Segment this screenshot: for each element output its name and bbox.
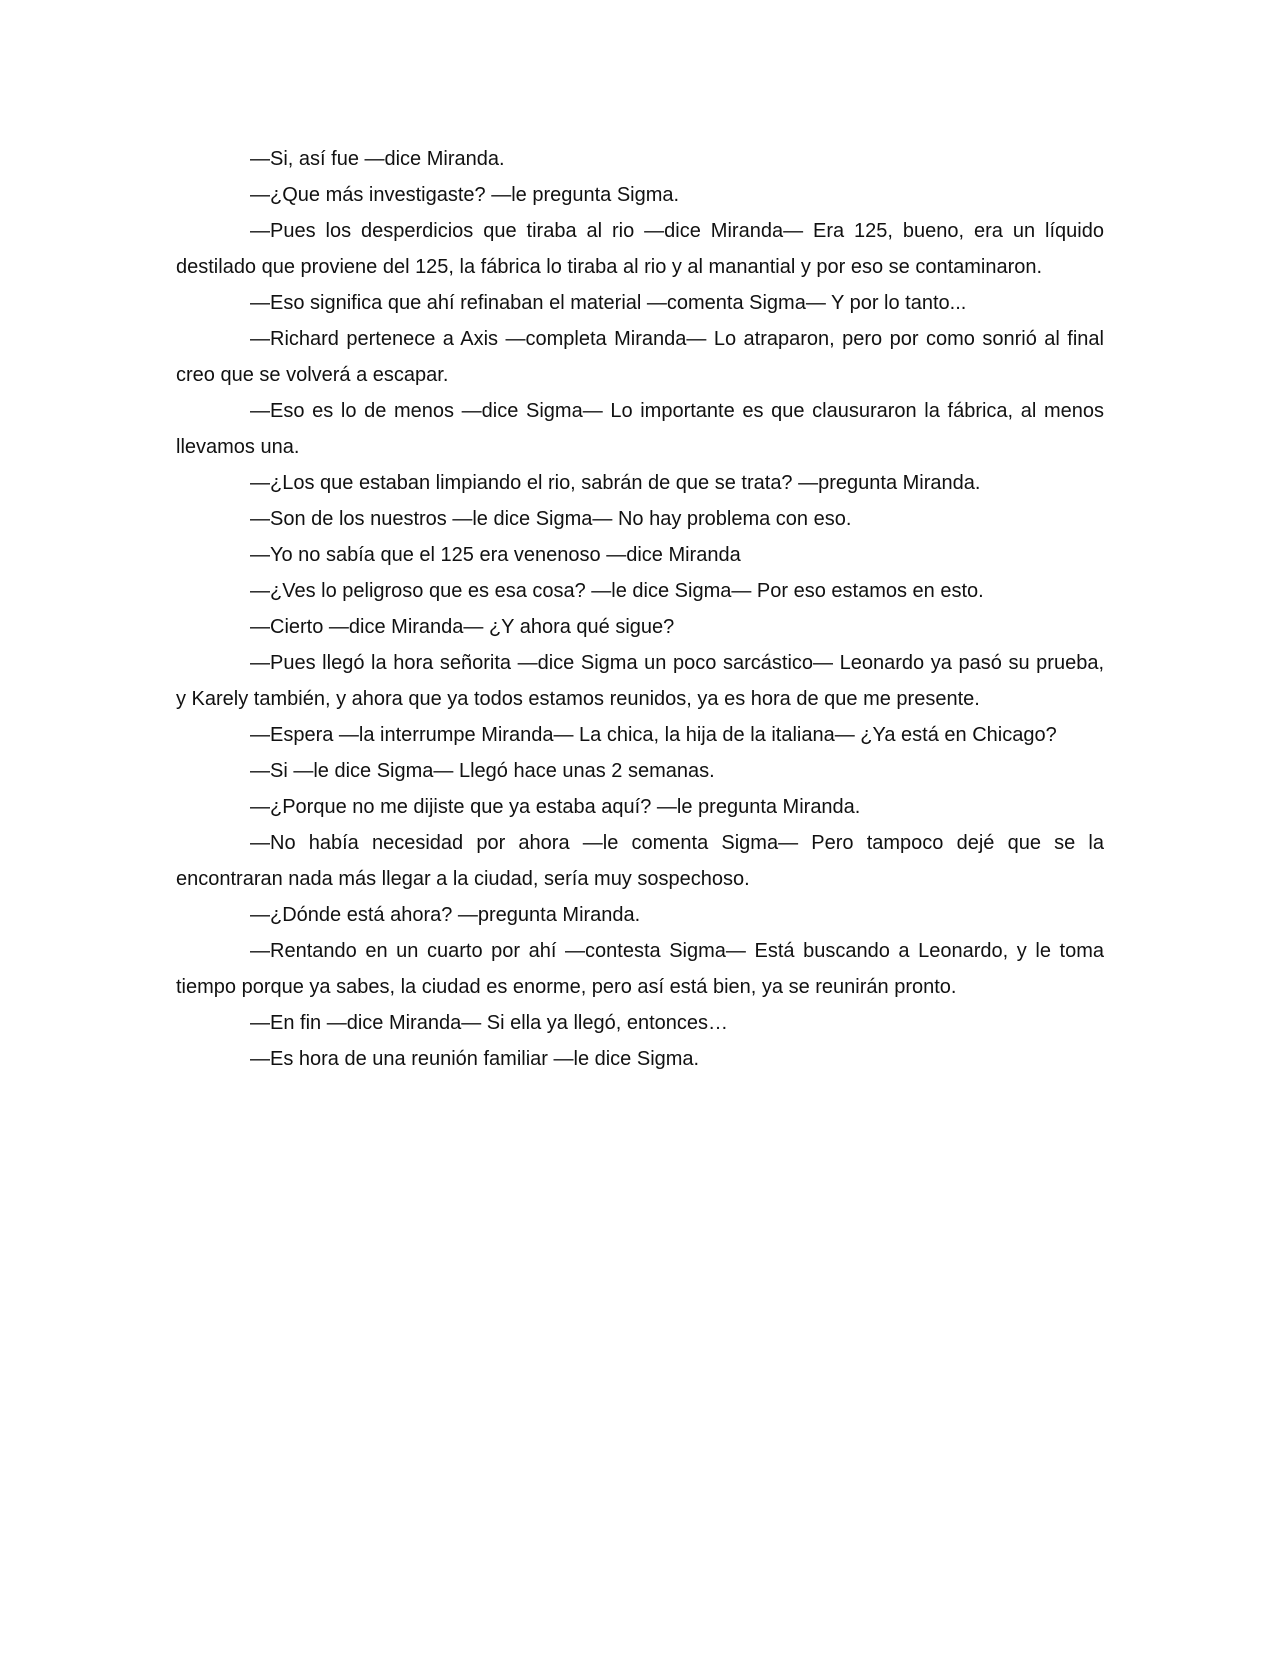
paragraph: —Richard pertenece a Axis —completa Miranda— Lo atraparon, pero por como sonrió al final creo que se volverá a escapar. — [176, 328, 1104, 386]
paragraph: —¿Dónde está ahora? —pregunta Miranda. — [250, 904, 641, 926]
paragraph: —Yo no sabía que el 125 era venenoso —dice Miranda — [250, 544, 741, 566]
paragraph: —Pues llegó la hora señorita —dice Sigma un poco sarcástico— Leonardo ya pasó su prueba, y Karely también, y ahora que ya todos estamos reunidos, ya es hora de que me presente. — [176, 652, 1104, 710]
paragraph: —Eso significa que ahí refinaban el material —comenta Sigma— Y por lo tanto... — [250, 292, 967, 314]
paragraph: —¿Ves lo peligroso que es esa cosa? —le dice Sigma— Por eso estamos en esto. — [250, 580, 984, 602]
text-body — [176, 141, 1104, 1077]
paragraph: —Son de los nuestros —le dice Sigma— No hay problema con eso. — [250, 508, 852, 530]
paragraph: —¿Que más investigaste? —le pregunta Sigma. — [250, 184, 680, 206]
paragraph: —Cierto —dice Miranda— ¿Y ahora qué sigue? — [250, 616, 675, 638]
paragraph: —Es hora de una reunión familiar —le dice Sigma. — [250, 1048, 700, 1070]
paragraph: —No había necesidad por ahora —le comenta Sigma— Pero tampoco dejé que se la encontraran nada más llegar a la ciudad, sería muy sospechoso. — [176, 832, 1104, 890]
paragraph: —¿Los que estaban limpiando el rio, sabrán de que se trata? —pregunta Miranda. — [250, 472, 981, 494]
paragraph: —Espera —la interrumpe Miranda— La chica, la hija de la italiana— ¿Ya está en Chicago? — [250, 724, 1057, 746]
paragraph: —¿Porque no me dijiste que ya estaba aquí? —le pregunta Miranda. — [250, 796, 861, 818]
paragraph: —Rentando en un cuarto por ahí —contesta Sigma— Está buscando a Leonardo, y le toma tiempo porque ya sabes, la ciudad es enorme, pero así está bien, ya se reunirán pronto. — [176, 940, 1104, 998]
paragraph: —Eso es lo de menos —dice Sigma— Lo importante es que clausuraron la fábrica, al menos llevamos una. — [176, 400, 1104, 458]
paragraph: —Pues los desperdicios que tiraba al rio —dice Miranda— Era 125, bueno, era un líquido destilado que proviene del 125, la fábrica lo tiraba al rio y al manantial y por eso se contaminaron. — [176, 220, 1104, 278]
paragraph: —Si —le dice Sigma— Llegó hace unas 2 semanas. — [250, 760, 715, 782]
paragraph: —Si, así fue —dice Miranda. — [250, 148, 505, 170]
paragraph: —En fin —dice Miranda— Si ella ya llegó, entonces… — [250, 1012, 729, 1034]
